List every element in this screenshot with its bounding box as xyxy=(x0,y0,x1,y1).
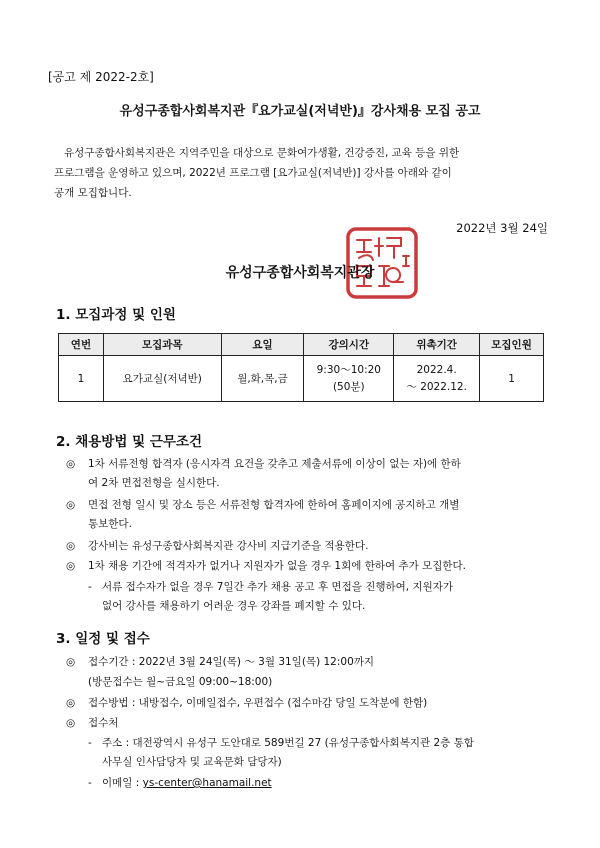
bullet-symbol: ◎ xyxy=(66,656,76,668)
dash-1-line-1: 서류 접수자가 없을 경우 7일간 추가 채용 공고 후 면접을 진행하여, 지원자가 xyxy=(102,581,454,593)
document-title: 유성구종합사회복지관『요가교실(저녁반)』강사채용 모집 공고 xyxy=(119,104,481,119)
dash-1-line-2: 없어 강사를 채용하기 어려운 경우 강좌를 폐지할 수 있다. xyxy=(102,600,366,612)
bullet-symbol: ◎ xyxy=(66,458,76,470)
header-count: 모집인원 xyxy=(480,334,544,356)
cell-no: 1 xyxy=(59,356,104,402)
period-start: 2022.4. xyxy=(416,363,457,376)
notice-number: [공고 제 2022-2호] xyxy=(48,70,154,84)
announcement-date: 2022년 3월 24일 xyxy=(456,221,548,235)
dash-symbol: - xyxy=(88,737,92,749)
address-line-2: 사무실 인사담당자 및 교육문화 담당자) xyxy=(102,756,282,768)
section-1-title: 1. 모집과정 및 인원 xyxy=(56,307,176,323)
header-period: 위촉기간 xyxy=(394,334,480,356)
header-no: 연번 xyxy=(59,334,104,356)
condition-bullet-2 xyxy=(66,496,556,514)
bullet-3-line-1: 강사비는 유성구종합사회복지관 강사비 지급기준을 적용한다. xyxy=(88,540,369,552)
place-dash-address xyxy=(88,734,558,752)
period-end: ～ 2022.12. xyxy=(406,380,467,393)
recruitment-table xyxy=(58,333,544,402)
email-line xyxy=(102,774,272,792)
section-3-title: 3. 일정 및 접수 xyxy=(56,631,150,647)
email-label: 이메일 : xyxy=(102,777,143,789)
bullet-4-line-1: 1차 채용 기간에 적격자가 없거나 지원자가 없을 경우 1회에 한하여 추가 모집한다. xyxy=(88,560,466,572)
condition-bullet-4 xyxy=(66,557,566,575)
cell-period xyxy=(394,356,480,402)
dash-symbol: - xyxy=(88,581,92,593)
schedule-bullet-method xyxy=(66,694,566,712)
intro-line-2: 프로그램을 운영하고 있으며, 2022년 프로그램 [요가교실(저녁반)] 강사를 아래와 같이 xyxy=(54,167,452,179)
header-subject: 모집과목 xyxy=(103,334,221,356)
period-line-1: 접수기간 : 2022년 3월 24일(목) ～ 3월 31일(목) 12:00까지 xyxy=(88,656,375,668)
place-dash-email xyxy=(88,774,488,792)
table-header-row xyxy=(59,334,544,356)
method-line: 접수방법 : 내방접수, 이메일접수, 우편접수 (접수마감 당일 도착분에 한함) xyxy=(88,697,428,709)
bullet-symbol: ◎ xyxy=(66,697,76,709)
dash-symbol: - xyxy=(88,777,92,789)
schedule-bullet-place xyxy=(66,714,366,732)
bullet-symbol: ◎ xyxy=(66,499,76,511)
intro-line-1: 유성구종합사회복지관은 지역주민을 대상으로 문화여가생활, 건강증진, 교육 등을 위한 xyxy=(64,147,460,159)
intro-paragraph xyxy=(54,143,554,203)
condition-bullet-3 xyxy=(66,537,556,555)
bullet-symbol: ◎ xyxy=(66,560,76,572)
condition-bullet-1 xyxy=(66,455,556,473)
cell-count: 1 xyxy=(480,356,544,402)
bullet-1-line-2: 여 2차 면접전형을 실시한다. xyxy=(88,477,220,489)
bullet-symbol: ◎ xyxy=(66,540,76,552)
bullet-2-line-1: 면접 전형 일시 및 장소 등은 서류전형 합격자에 한하여 홈페이지에 공지하고 개별 xyxy=(88,499,460,511)
header-days: 요일 xyxy=(221,334,304,356)
email-link[interactable]: ys-center@hanamail.net xyxy=(142,777,272,789)
table-row xyxy=(59,356,544,402)
bullet-2-line-2: 통보한다. xyxy=(88,518,132,530)
intro-line-3: 공개 모집합니다. xyxy=(54,187,132,199)
place-label: 접수처 xyxy=(88,717,119,729)
organization-head: 유성구종합사회복지관장 xyxy=(225,265,375,281)
bullet-1-line-1: 1차 서류전형 합격자 (응시자격 요건을 갖추고 제출서류에 이상이 없는 자)에 한하 xyxy=(88,458,461,470)
time-value: 9:30～10:20 xyxy=(316,363,381,376)
period-line-2: (방문접수는 월~금요일 09:00~18:00) xyxy=(88,676,273,688)
section-2-title: 2. 채용방법 및 근무조건 xyxy=(56,434,202,450)
cell-subject: 요가교실(저녁반) xyxy=(103,356,221,402)
cell-days: 월,화,목,금 xyxy=(221,356,304,402)
bullet-symbol: ◎ xyxy=(66,717,76,729)
time-duration: (50분) xyxy=(332,380,365,393)
header-time: 강의시간 xyxy=(304,334,394,356)
condition-dash-1 xyxy=(88,578,558,596)
schedule-bullet-period xyxy=(66,653,556,671)
cell-time xyxy=(304,356,394,402)
address-line-1: 주소 : 대전광역시 유성구 도안대로 589번길 27 (유성구종합사회복지관 2층 통합 xyxy=(102,737,474,749)
